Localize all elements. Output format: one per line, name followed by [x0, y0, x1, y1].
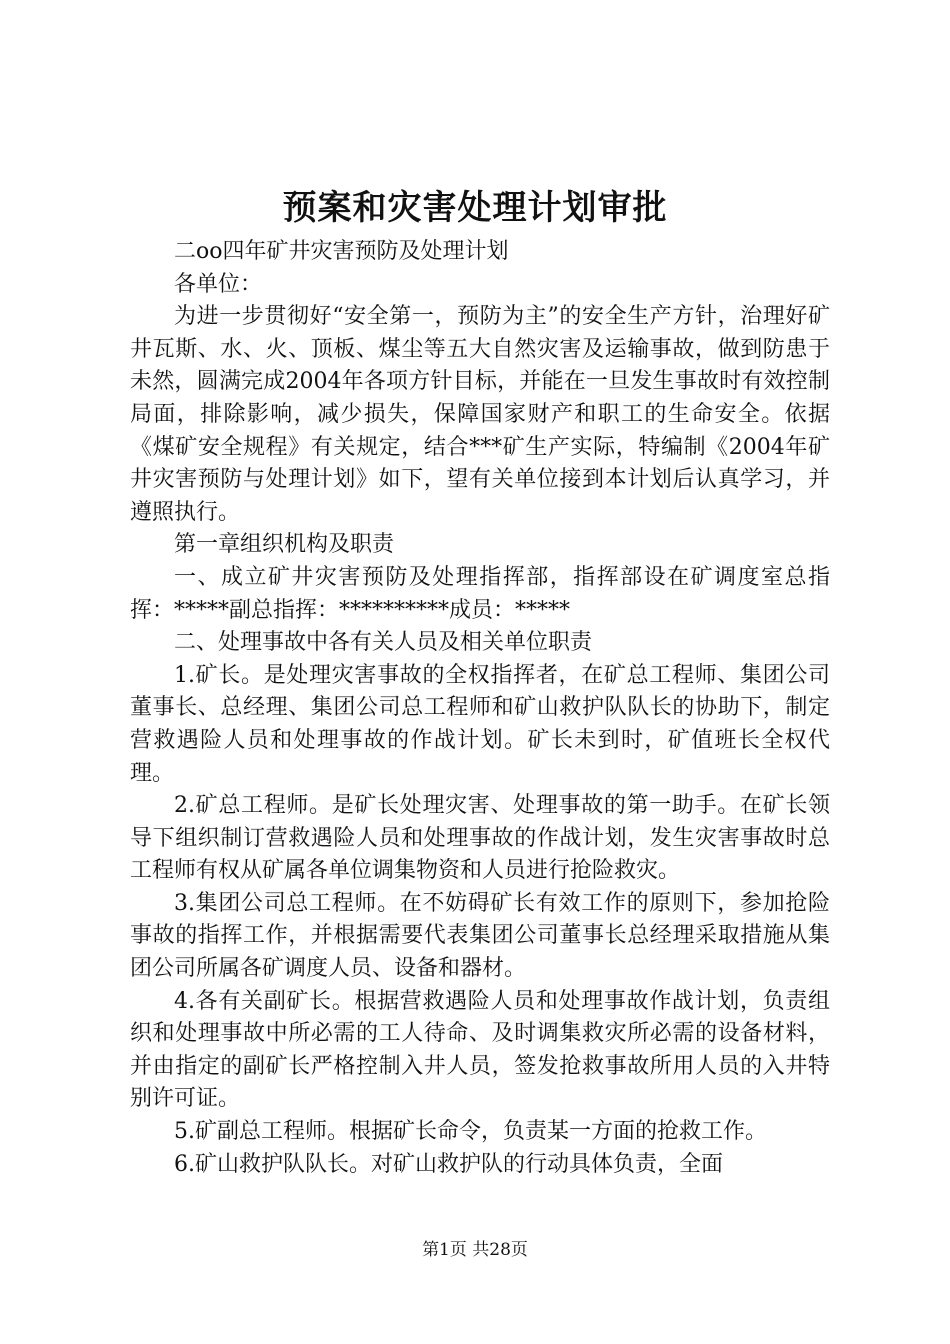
document-body: [130, 236, 830, 1181]
section-two-heading: 二、处理事故中各有关人员及相关单位职责: [174, 630, 593, 656]
page-number: 第1页: [422, 1240, 467, 1260]
chapter-heading: 第一章组织机构及职责: [174, 532, 395, 558]
plan-subtitle: 二oo四年矿井灾害预防及处理计划: [174, 239, 509, 264]
document-title: 预案和灾害处理计划审批: [282, 188, 668, 228]
duty-item-3: 3.集团公司总工程师。在不妨碍矿长有效工作的原则下，参加抢险事故的指挥工作，并根据需要代表集团公司董事长总经理采取措施从集团公司所属各矿调度人员、设备和器材。: [130, 890, 830, 982]
duty-item-1: 1.矿长。是处理灾害事故的全权指挥者，在矿总工程师、集团公司董事长、总经理、集团公司总工程师和矿山救护队队长的协助下，制定营救遇险人员和处理事故的作战计划。矿长未到时，矿值班长全权代理。: [130, 662, 830, 786]
duty-item-2: 2.矿总工程师。是矿长处理灾害、处理事故的第一助手。在矿长领导下组织制订营救遇险人员和处理事故的作战计划，发生灾害事故时总工程师有权从矿属各单位调集物资和人员进行抢险救灾。: [130, 793, 830, 884]
intro-paragraph: 为进一步贯彻好“安全第一，预防为主”的安全生产方针，治理好矿井瓦斯、水、火、顶板、煤尘等五大自然灾害及运输事故，做到防患于未然，圆满完成2004年各项方针目标，并能在一旦发生事故时有效控制局面，排除影响，减少损失，保障国家财产和职工的生命安全。依据《煤矿安全规程》有关规定，结合***矿生产实际，特编制《2004年矿井灾害预防与处理计划》如下，望有关单位接到本计划后认真学习，并遵照执行。: [130, 304, 830, 525]
duty-item-4: 4.各有关副矿长。根据营救遇险人员和处理事故作战计划，负责组织和处理事故中所必需的工人待命、及时调集救灾所必需的设备材料，并由指定的副矿长严格控制入井人员，签发抢救事故所用人员的入井特别许可证。: [130, 988, 830, 1112]
salutation: 各单位：: [174, 271, 263, 297]
page-total: 共28页: [472, 1240, 528, 1260]
section-one-paragraph: 一、成立矿井灾害预防及处理指挥部，指挥部设在矿调度室总指挥：*****副总指挥：**********成员：*****: [130, 564, 830, 623]
duty-item-5: 5.矿副总工程师。根据矿长命令，负责某一方面的抢救工作。: [174, 1119, 767, 1145]
duty-item-6: 6.矿山救护队队长。对矿山救护队的行动具体负责，全面: [174, 1151, 723, 1177]
page-footer: [0, 1238, 950, 1262]
